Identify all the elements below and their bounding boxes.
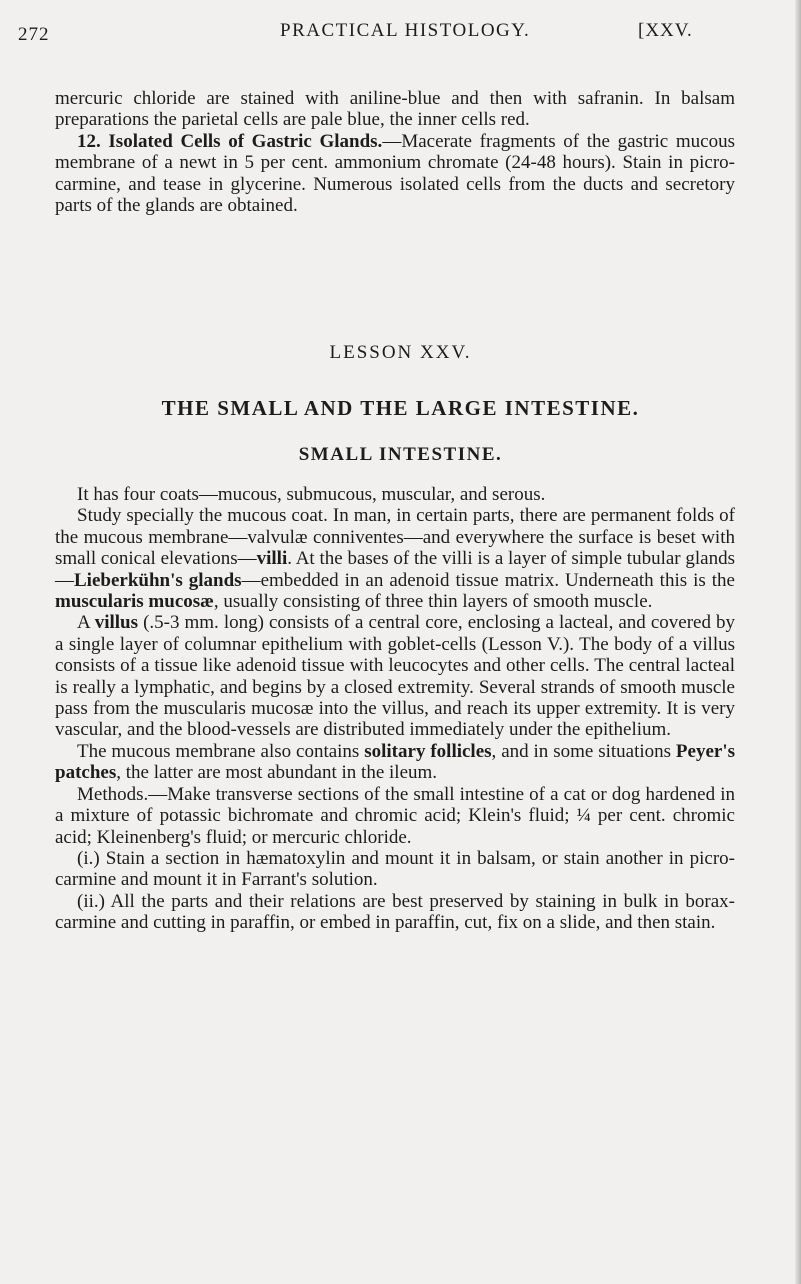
term-villi: villi — [256, 548, 288, 570]
chapter-title: THE SMALL AND THE LARGE INTESTINE. — [161, 396, 640, 420]
body-paragraph-7: (ii.) All the parts and their relations are best preserved by staining in bulk in borax-carmine and cutting in paraffin, or embed in paraffin, cut, fix on a slide, and then stain. — [55, 890, 735, 934]
page-edge — [795, 0, 801, 1284]
section-subheading: SMALL INTESTINE. — [298, 444, 503, 465]
intro-paragraph-2 — [55, 131, 735, 217]
term-peyers-patches: Peyer's patches — [55, 740, 735, 784]
method-text: —Macerate fragments of the gastric mucous membrane of a newt in 5 per cent. ammonium chromate (24-48 hours). Stain in picro-carmine, and tease in glycerine. Numerous isolated cells from the ducts and secretory parts of the glands are obtained. — [55, 130, 735, 217]
term-villus: villus — [94, 612, 139, 634]
body-paragraph-5: Methods.—Make transverse sections of the small intestine of a cat or dog hardened in a mixture of potassic bichromate and chromic acid; Klein's fluid; ¼ per cent. chromic acid; Kleinenberg's fluid; or mercuric chloride. — [55, 783, 735, 848]
section-reference: [XXV. — [638, 20, 693, 41]
term-muscularis: muscularis mucosæ — [55, 591, 214, 613]
body-paragraph-3: A villus (.5-3 mm. long) consists of a central core, enclosing a lacteal, and covered by a single layer of columnar epithelium with goblet-cells (Lesson V.). The body of a villus consists of a tissue like adenoid tissue with leucocytes and other cells. The central lacteal is really a lymphatic, and begins by a closed extremity. Several strands of smooth muscle pass from the muscularis mucosæ into the villus, and reach its upper extremity. It is very vascular, and the blood-vessels are distributed immediately under the epithelium. — [55, 612, 735, 741]
methods-label: Methods. — [77, 783, 149, 805]
term-lieberkuhn: Lieberkühn's glands — [74, 569, 242, 591]
intro-text — [55, 88, 735, 216]
intro-paragraph-1: mercuric chloride are stained with aniline-blue and then with safranin. In balsam preparations the parietal cells are pale blue, the inner cells red. — [55, 88, 735, 131]
running-title: PRACTICAL HISTOLOGY. — [280, 20, 531, 41]
term-valvulae: valvulæ conniventes — [247, 526, 404, 548]
running-head — [18, 20, 758, 50]
body-paragraph-6: (i.) Stain a section in hæmatoxylin and mount it in balsam, or stain another in picro-carmine and mount it in Farrant's solution. — [55, 847, 735, 891]
page-number: 272 — [18, 24, 50, 45]
body-paragraph-1: It has four coats—mucous, submucous, muscular, and serous. — [77, 484, 546, 505]
body-paragraph-4: The mucous membrane also contains solitary follicles, and in some situations Peyer's patches, the latter are most abundant in the ileum. — [55, 740, 735, 784]
lesson-heading: LESSON XXV. — [329, 342, 472, 363]
body-paragraph-2: Study specially the mucous coat. In man, in certain parts, there are permanent folds of the mucous membrane—valvulæ conniventes—and everywhere the surface is beset with small conical elevations—villi. At the bases of the villi is a layer of simple tubular glands—Lieberkühn's glands—embedded in an adenoid tissue matrix. Underneath this is the muscularis mucosæ, usually consisting of three thin layers of smooth muscle. — [55, 505, 735, 613]
method-heading: 12. Isolated Cells of Gastric Glands. — [77, 130, 383, 152]
term-solitary-follicles: solitary follicles — [364, 740, 492, 762]
body-text — [55, 484, 735, 934]
